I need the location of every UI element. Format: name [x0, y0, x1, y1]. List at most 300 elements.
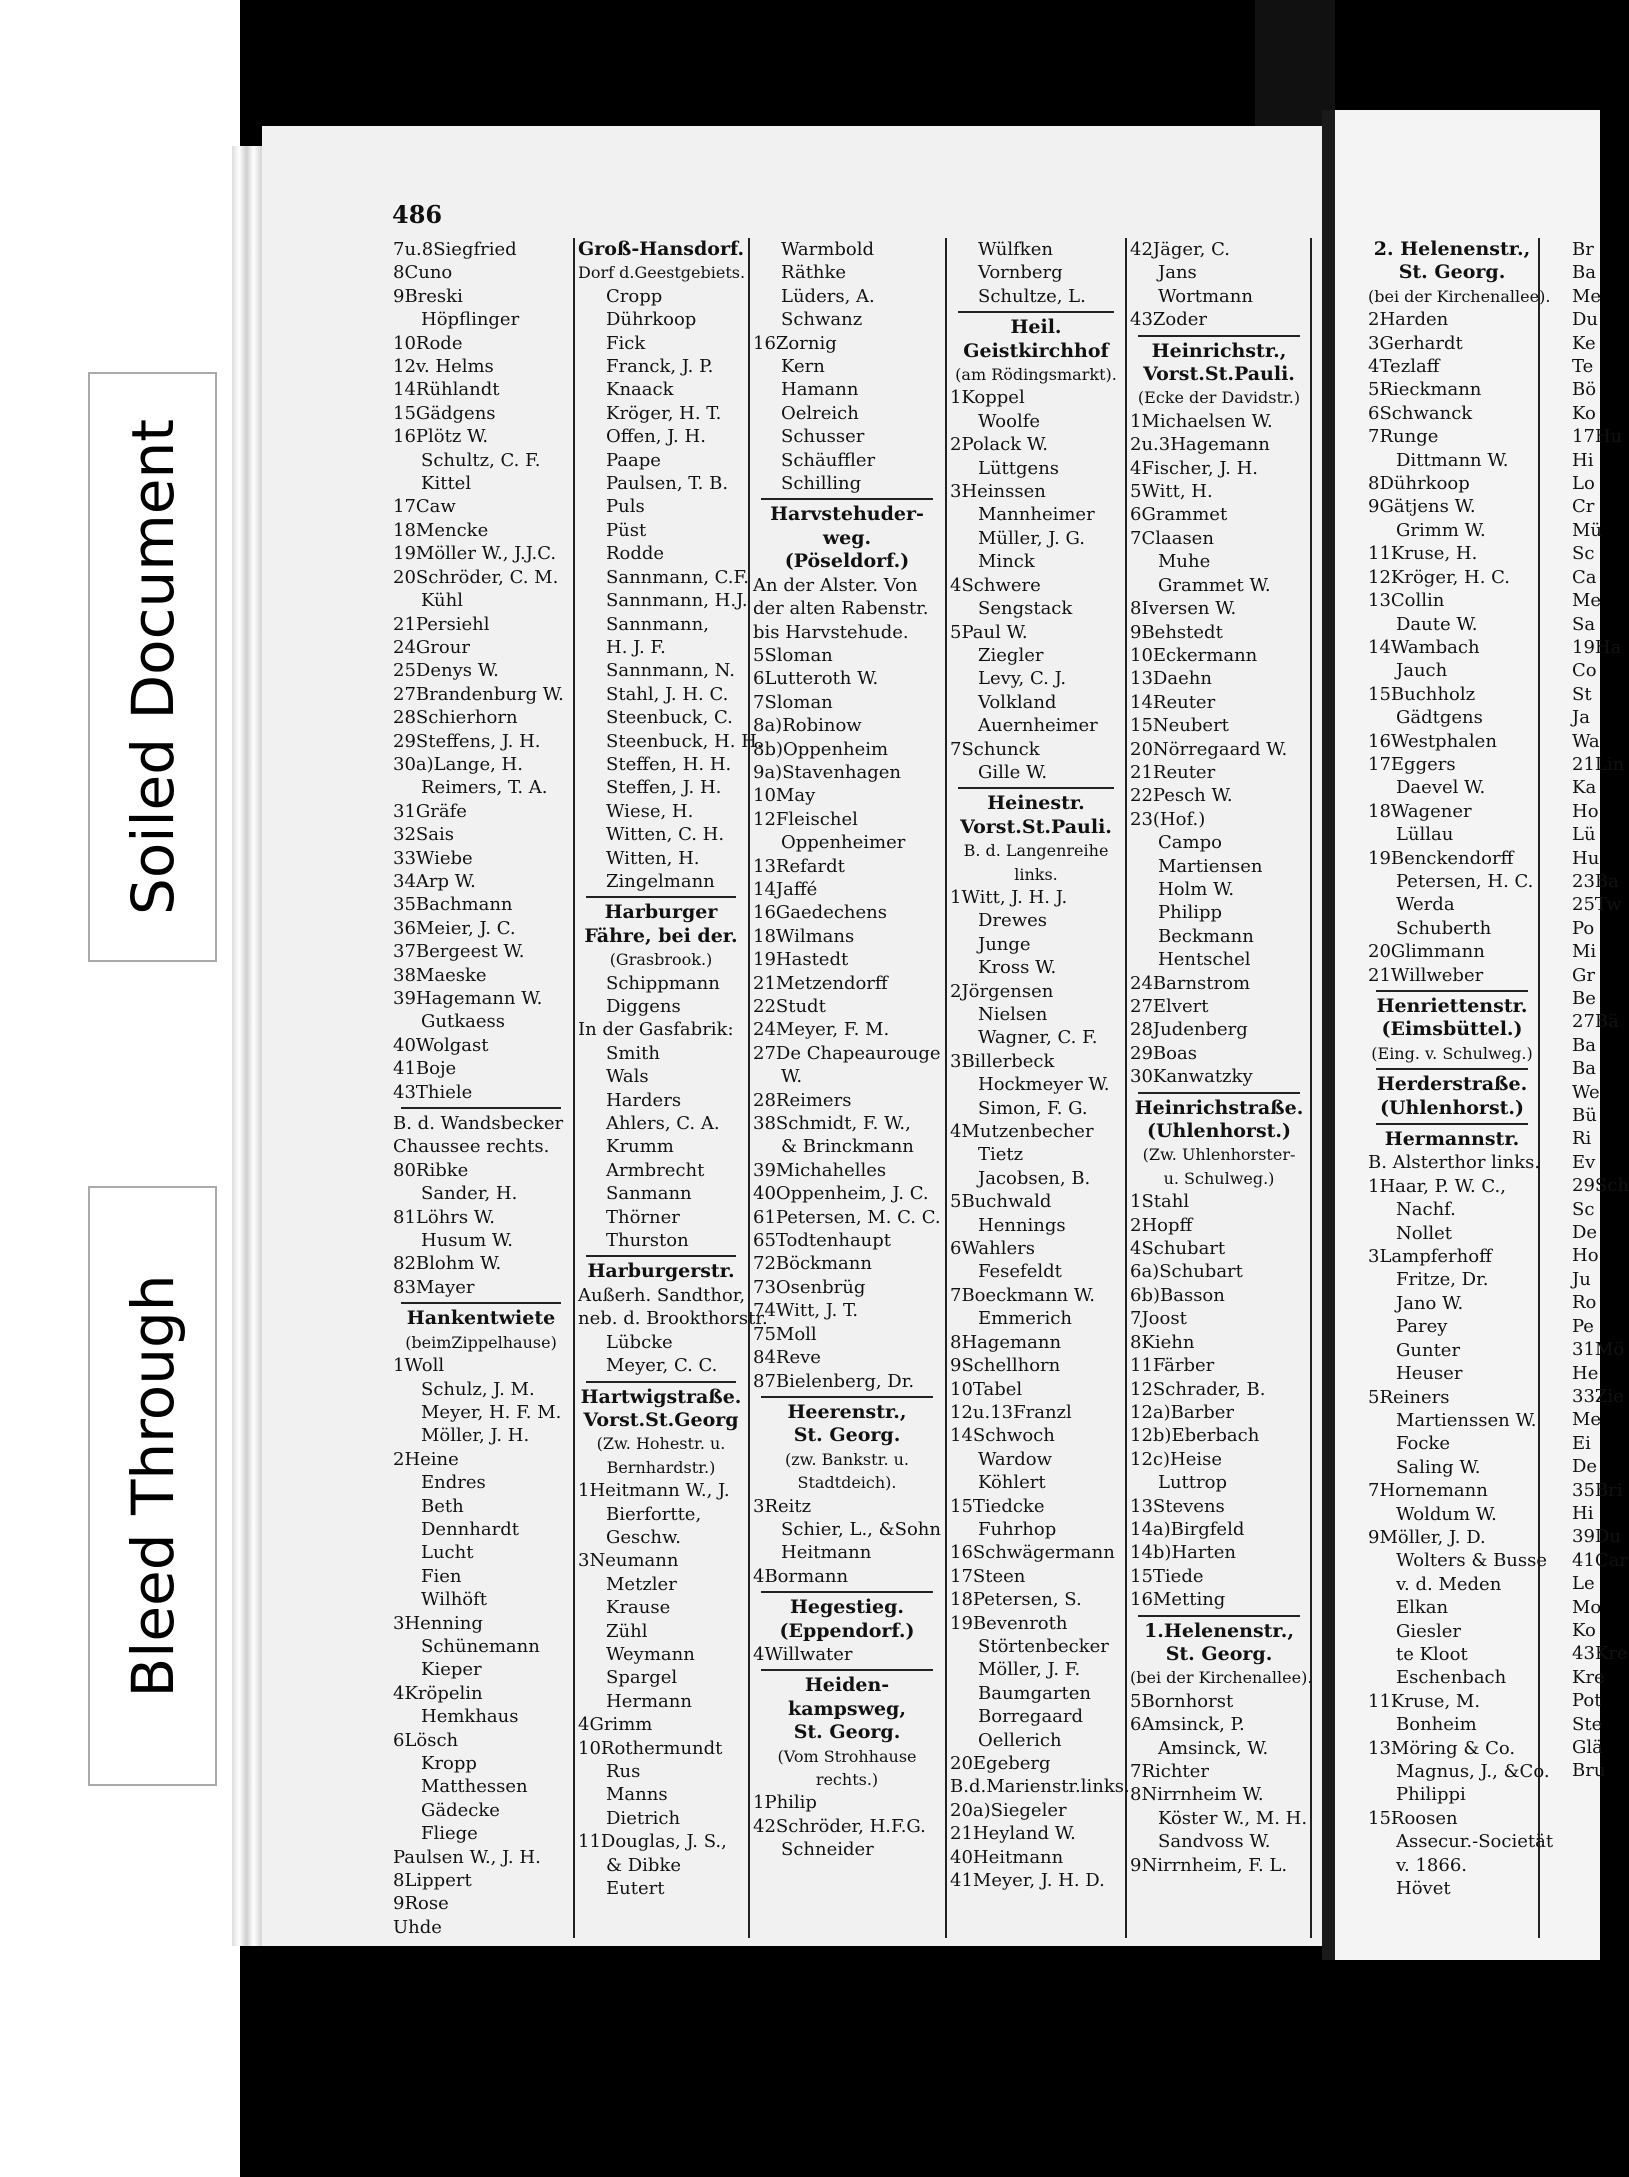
directory-entry: Witten, C. H.	[606, 824, 725, 846]
directory-entry: Smith	[606, 1042, 660, 1064]
directory-entry: 10Rode	[393, 332, 463, 354]
directory-entry: Nachf.	[1396, 1199, 1456, 1221]
directory-entry: Gädtgens	[1396, 707, 1483, 729]
street-heading: Heil.	[1010, 316, 1062, 339]
directory-entry: v. 1866.	[1396, 1854, 1468, 1876]
directory-entry: 2Polack W.	[950, 434, 1048, 456]
directory-entry: Lo	[1572, 473, 1595, 495]
directory-entry: Wortmann	[1158, 285, 1253, 307]
directory-entry: Pe	[1572, 1315, 1594, 1337]
directory-entry: Bernhardstr.)	[606, 1457, 716, 1477]
directory-entry: 27De Chapeaurouge	[753, 1042, 941, 1064]
directory-entry: Heuser	[1396, 1363, 1463, 1385]
directory-entry: Oppenheimer	[781, 832, 906, 854]
directory-entry: Wiese, H.	[606, 800, 694, 822]
directory-entry: 11Färber	[1130, 1355, 1215, 1377]
directory-entry: Ahlers, C. A.	[606, 1113, 720, 1135]
section-rule	[586, 1255, 736, 1257]
directory-entry: Kittel	[421, 473, 472, 495]
directory-entry: Wals	[606, 1066, 649, 1088]
directory-entry: (Eing. v. Schulweg.)	[1371, 1043, 1533, 1063]
directory-entry: Holm W.	[1158, 878, 1235, 900]
directory-entry: Minck	[978, 551, 1035, 573]
directory-entry: 14a)Birgfeld	[1130, 1518, 1245, 1540]
bleed-through-label-text: Bleed Through	[118, 1274, 187, 1698]
directory-entry: 17Eggers	[1368, 753, 1456, 775]
section-rule	[761, 1591, 933, 1593]
directory-entry: Oellerich	[978, 1729, 1062, 1751]
directory-entry: Steenbuck, C.	[606, 707, 733, 729]
directory-entry: Steenbuck, H. H.	[606, 730, 763, 752]
directory-entry: 8Cuno	[393, 262, 453, 284]
directory-entry: 14b)Harten	[1130, 1542, 1236, 1564]
directory-entry: 74Witt, J. T.	[753, 1300, 859, 1322]
directory-entry: Fesefeldt	[978, 1261, 1062, 1283]
directory-entry: Stadtdeich).	[797, 1473, 897, 1493]
directory-entry: 13Möring & Co.	[1368, 1737, 1516, 1759]
directory-entry: 5Rieckmann	[1368, 379, 1482, 401]
directory-entry: 4Schwere	[950, 574, 1041, 596]
directory-entry: Daute W.	[1396, 613, 1478, 635]
directory-entry: W.	[781, 1066, 803, 1088]
street-heading: 1.Helenenstr.,	[1144, 1619, 1294, 1642]
directory-entry: 40Wolgast	[393, 1034, 489, 1056]
directory-entry: Ba	[1572, 1058, 1596, 1080]
directory-entry: 41Car	[1572, 1549, 1629, 1571]
directory-entry: Jauch	[1396, 660, 1448, 682]
column-divider	[1538, 238, 1540, 1938]
directory-entry: Wa	[1572, 730, 1600, 752]
directory-entry: Hennings	[978, 1214, 1066, 1236]
directory-entry: 43Thiele	[393, 1081, 473, 1103]
directory-entry: Bonheim	[1396, 1714, 1477, 1736]
directory-entry: 11Kruse, M.	[1368, 1690, 1481, 1712]
directory-entry: Amsinck, W.	[1158, 1737, 1269, 1759]
page-number: 486	[392, 200, 443, 229]
directory-entry: te Kloot	[1396, 1643, 1468, 1665]
directory-entry: Gr	[1572, 964, 1595, 986]
directory-entry: Höpflinger	[421, 309, 520, 331]
directory-entry: Möller, J. H.	[421, 1425, 530, 1447]
directory-entry: 24Meyer, F. M.	[753, 1019, 890, 1041]
directory-entry: Dittmann W.	[1396, 449, 1509, 471]
directory-entry: Spargel	[606, 1667, 678, 1689]
directory-entry: 16Zornig	[753, 332, 837, 354]
directory-entry: 8Nirrnheim W.	[1130, 1784, 1264, 1806]
directory-entry: B.d.Marienstr.links.	[950, 1776, 1130, 1798]
directory-entry: Schünemann	[421, 1635, 540, 1657]
directory-entry: Hentschel	[1158, 949, 1251, 971]
directory-entry: Levy, C. J.	[978, 668, 1067, 690]
directory-entry: Uhde	[393, 1916, 442, 1938]
column-divider	[573, 238, 575, 1938]
directory-entry: Nielsen	[978, 1004, 1048, 1025]
directory-entry: 5Sloman	[753, 644, 833, 666]
street-heading: Henriettenstr.	[1376, 995, 1528, 1017]
directory-entry: 16Plötz W.	[393, 426, 489, 448]
directory-entry: Paape	[606, 449, 661, 471]
section-rule	[1376, 1068, 1528, 1070]
directory-entry: Co	[1572, 660, 1597, 682]
directory-entry: Ko	[1572, 1619, 1596, 1641]
directory-entry: 7Joost	[1130, 1308, 1187, 1330]
directory-entry: 12c)Heise	[1130, 1448, 1223, 1470]
directory-entry: 10Eckermann	[1130, 644, 1258, 666]
directory-entry: Harders	[606, 1089, 682, 1111]
street-heading: kampsweg,	[788, 1697, 906, 1720]
directory-entry: Fliege	[421, 1823, 478, 1845]
directory-entry: Giesler	[1396, 1620, 1462, 1642]
directory-entry: 3Reitz	[753, 1495, 812, 1517]
directory-entry: Baumgarten	[978, 1682, 1091, 1704]
directory-entry: Dührkoop	[606, 309, 697, 331]
street-heading: Vorst.St.Pauli.	[1143, 363, 1295, 386]
soiled-document-label-text: Soiled Document	[118, 419, 187, 915]
directory-entry: & Dibke	[606, 1854, 682, 1876]
street-heading: St. Georg.	[1398, 261, 1506, 284]
directory-entry: Ziegler	[978, 644, 1044, 666]
directory-entry: Knaack	[606, 379, 674, 401]
directory-entry: B. d. Langenreihe	[963, 841, 1109, 861]
directory-entry: 25Tw	[1572, 894, 1622, 916]
directory-entry: Räthke	[781, 262, 847, 284]
directory-entry: Sannmann, H.J.	[606, 590, 748, 612]
directory-entry: 31Gräfe	[393, 800, 467, 822]
directory-entry: 84Reve	[753, 1347, 821, 1369]
section-rule	[958, 787, 1114, 789]
directory-entry: 16Gaedechens	[753, 902, 887, 924]
directory-entry: 33Zie	[1572, 1385, 1624, 1407]
directory-entry: Ju	[1572, 1268, 1591, 1290]
directory-entry: 40Oppenheim, J. C.	[753, 1183, 929, 1205]
directory-entry: Me	[1572, 285, 1602, 307]
directory-entry: 3Gerhardt	[1368, 332, 1463, 354]
directory-entry: Schäuffler	[781, 449, 876, 471]
directory-entry: Störtenbecker	[978, 1635, 1109, 1657]
directory-entry: Eschenbach	[1396, 1667, 1507, 1689]
directory-entry: B. Alsterthor links.	[1368, 1152, 1541, 1174]
directory-entry: Sa	[1572, 613, 1596, 635]
directory-entry: 24Grour	[393, 636, 470, 658]
directory-entry: 75Moll	[753, 1323, 817, 1345]
directory-entry: Ka	[1572, 777, 1597, 799]
directory-entry: 6Schwanck	[1368, 402, 1473, 424]
directory-entry: Püst	[606, 519, 647, 541]
directory-entry: 12a)Barber	[1130, 1401, 1235, 1423]
directory-entry: Hemkhaus	[421, 1706, 519, 1728]
directory-entry: Schultz, C. F.	[421, 449, 541, 471]
directory-entry: 11Douglas, J. S.,	[578, 1831, 727, 1853]
directory-entry: 4Bormann	[753, 1565, 849, 1587]
directory-entry: Oelreich	[781, 402, 859, 424]
directory-entry: 2u.3Hagemann	[1130, 434, 1270, 456]
directory-entry: Witten, H.	[606, 847, 700, 869]
directory-entry: Br	[1572, 239, 1594, 260]
directory-entry: 5Buchwald	[950, 1191, 1052, 1213]
directory-entry: Manns	[606, 1784, 668, 1806]
directory-entry: Focke	[1396, 1433, 1450, 1455]
directory-entry: Schwanz	[781, 309, 863, 331]
directory-entry: 9Breski	[393, 285, 463, 307]
directory-entry: 15Gädgens	[393, 402, 496, 424]
directory-entry: 8Lippert	[393, 1870, 472, 1892]
directory-entry: bis Harvstehude.	[753, 621, 909, 643]
directory-entry: Assecur.-Societät	[1396, 1831, 1554, 1853]
directory-entry: 22Pesch W.	[1130, 785, 1233, 807]
directory-column-1	[393, 238, 569, 1939]
directory-entry: Schier, L., &Sohn	[781, 1518, 941, 1540]
directory-entry: 1Koppel	[950, 387, 1025, 409]
directory-entry: 30Kanwatzky	[1130, 1066, 1253, 1088]
directory-entry: Wardow	[978, 1448, 1053, 1470]
directory-entry: Husum W.	[421, 1230, 513, 1252]
directory-entry: 7Sloman	[753, 691, 833, 713]
directory-entry: Ke	[1572, 332, 1596, 354]
directory-entry: H. J. F.	[606, 636, 666, 658]
directory-entry: Mi	[1572, 941, 1597, 963]
directory-entry: 22Studt	[753, 996, 826, 1017]
street-heading: Hankentwiete	[406, 1307, 556, 1330]
directory-entry: Bierfortte,	[606, 1503, 702, 1525]
directory-entry: Köster W., M. H.	[1158, 1807, 1308, 1829]
directory-entry: Dorf d.Geestgebiets.	[578, 263, 746, 283]
directory-column-4	[950, 238, 1130, 1892]
directory-entry: 27Brandenburg W.	[393, 683, 564, 705]
directory-entry: 81Löhrs W.	[393, 1206, 495, 1228]
directory-entry: Stahl, J. H. C.	[606, 683, 729, 705]
directory-entry: Sanmann	[606, 1183, 692, 1205]
directory-entry: Lü	[1572, 824, 1596, 846]
directory-entry: 17Steen	[950, 1565, 1026, 1587]
directory-entry: Heitmann	[781, 1542, 872, 1564]
directory-entry: 10Tabel	[950, 1378, 1023, 1400]
column-divider	[945, 238, 947, 1938]
street-heading: Heiden-	[804, 1674, 890, 1697]
directory-entry: Bü	[1572, 1105, 1597, 1127]
directory-entry: 1Michaelsen W.	[1130, 410, 1273, 432]
directory-entry: Cropp	[606, 285, 663, 307]
directory-entry: 9Behstedt	[1130, 621, 1223, 643]
directory-entry: 7Hornemann	[1368, 1480, 1488, 1502]
directory-column-6	[1368, 238, 1554, 1900]
directory-entry: Petersen, H. C.	[1396, 870, 1534, 892]
directory-entry: 31Mö	[1572, 1339, 1625, 1361]
directory-entry: 8a)Robinow	[753, 715, 862, 737]
directory-entry: 17Caw	[393, 496, 456, 518]
directory-entry: 27Elvert	[1130, 996, 1209, 1017]
directory-entry: 6a)Schubart	[1130, 1261, 1243, 1283]
directory-entry: 15Tiede	[1130, 1565, 1204, 1587]
directory-entry: 1Stahl	[1130, 1191, 1190, 1213]
scan-background	[0, 0, 240, 2177]
directory-entry: Offen, J. H.	[606, 426, 706, 448]
directory-entry: Ste	[1572, 1713, 1603, 1735]
directory-entry: (Ecke der Davidstr.)	[1137, 388, 1301, 408]
directory-entry: 41Meyer, J. H. D.	[950, 1870, 1105, 1892]
directory-entry: Matthessen	[421, 1776, 528, 1798]
directory-entry: 38Maeske	[393, 964, 487, 986]
directory-entry: Philipp	[1158, 902, 1223, 924]
directory-entry: 6Lutteroth W.	[753, 668, 879, 690]
directory-entry: Paulsen W., J. H.	[393, 1846, 541, 1868]
directory-entry: 21Heyland W.	[950, 1823, 1076, 1845]
street-heading: Harvstehuder-	[770, 503, 924, 526]
directory-entry: 10Rothermundt	[578, 1737, 723, 1759]
directory-entry: 12Kröger, H. C.	[1368, 566, 1511, 588]
directory-entry: Wolters & Busse	[1396, 1550, 1548, 1572]
directory-entry: Woolfe	[978, 410, 1041, 432]
directory-entry: 1Witt, J. H. J.	[950, 886, 1068, 908]
directory-entry: Me	[1572, 590, 1602, 612]
directory-entry: 14Schwoch	[950, 1425, 1055, 1447]
directory-entry: Woldum W.	[1396, 1503, 1497, 1525]
directory-entry: (beimZippelhause)	[405, 1332, 557, 1352]
directory-entry: Dennhardt	[421, 1518, 519, 1540]
section-rule	[401, 1302, 561, 1304]
directory-entry: Gädecke	[421, 1799, 500, 1821]
directory-entry: 4Grimm	[578, 1714, 653, 1736]
directory-entry: 28Reimers	[753, 1089, 852, 1111]
directory-entry: 13Collin	[1368, 590, 1445, 612]
directory-entry: 12Schrader, B.	[1130, 1378, 1266, 1400]
directory-entry: 1Heitmann W., J.	[578, 1480, 730, 1502]
directory-entry: Köhlert	[978, 1472, 1046, 1494]
directory-entry: 20Nörregaard W.	[1130, 738, 1288, 760]
directory-entry: 80Ribke	[393, 1159, 469, 1181]
directory-entry: 17Hu	[1572, 426, 1623, 448]
directory-entry: Zühl	[606, 1620, 648, 1642]
directory-entry: 42Jäger, C.	[1130, 239, 1230, 260]
directory-entry: Chaussee rechts.	[393, 1136, 550, 1158]
directory-entry: Hi	[1572, 1502, 1594, 1524]
directory-entry: Ba	[1572, 262, 1596, 284]
directory-entry: Parey	[1396, 1316, 1448, 1338]
directory-entry: Schulz, J. M.	[421, 1378, 535, 1400]
directory-entry: 19Benckendorff	[1368, 847, 1514, 869]
directory-entry: 19Möller W., J.J.C.	[393, 543, 557, 565]
street-heading: Harburger	[604, 901, 718, 924]
directory-entry: Zingelmann	[606, 870, 715, 892]
directory-entry: v. d. Meden	[1396, 1573, 1502, 1595]
facing-page-column	[1572, 238, 1629, 1783]
directory-entry: Volkland	[978, 691, 1057, 713]
directory-entry: (am Rödingsmarkt).	[955, 365, 1117, 385]
directory-entry: Meyer, H. F. M.	[421, 1401, 562, 1423]
directory-entry: 16Metting	[1130, 1589, 1226, 1611]
directory-entry: 3Neumann	[578, 1550, 679, 1572]
directory-entry: Pot	[1572, 1690, 1602, 1712]
directory-entry: Hu	[1572, 847, 1600, 869]
street-heading: (Eimsbüttel.)	[1381, 1018, 1523, 1041]
directory-entry: der alten Rabenstr.	[753, 598, 929, 620]
directory-entry: 18Wilmans	[753, 925, 855, 947]
directory-entry: 3Lampferhoff	[1368, 1246, 1492, 1268]
directory-entry: u. Schulweg.)	[1163, 1168, 1275, 1188]
directory-entry: Ro	[1572, 1292, 1597, 1314]
street-heading: (Eppendorf.)	[779, 1619, 915, 1642]
directory-column-3	[753, 238, 941, 1862]
directory-entry: Kropp	[421, 1753, 477, 1774]
street-heading: Heinrichstr.,	[1151, 339, 1287, 362]
directory-entry: De	[1572, 1222, 1598, 1244]
directory-entry: 21Willweber	[1368, 964, 1484, 986]
section-rule	[1138, 1615, 1300, 1617]
directory-entry: 18Mencke	[393, 519, 489, 541]
directory-entry: 43Kre	[1572, 1643, 1628, 1665]
directory-entry: Lüllau	[1396, 824, 1454, 846]
street-heading: Vorst.St.Georg	[583, 1408, 739, 1431]
directory-entry: 35Bri	[1572, 1479, 1623, 1501]
street-heading: Hermannstr.	[1384, 1128, 1520, 1151]
directory-entry: Ja	[1572, 707, 1590, 729]
directory-entry: Elkan	[1396, 1597, 1449, 1619]
directory-entry: Nollet	[1396, 1222, 1452, 1244]
street-heading: weg.	[822, 526, 872, 549]
directory-column-2	[578, 238, 768, 1900]
directory-entry: 4Schubart	[1130, 1238, 1226, 1260]
directory-entry: 14Wambach	[1368, 636, 1480, 658]
directory-entry: Thurston	[606, 1230, 689, 1252]
directory-entry: 29Steffens, J. H.	[393, 730, 541, 752]
directory-entry: 87Bielenberg, Dr.	[753, 1370, 915, 1392]
directory-entry: 9Gätjens W.	[1368, 496, 1476, 518]
directory-entry: Be	[1572, 988, 1596, 1009]
directory-entry: 1Philip	[753, 1792, 817, 1814]
directory-entry: Metzler	[606, 1573, 677, 1595]
directory-entry: 2Hopff	[1130, 1214, 1193, 1236]
directory-entry: Rus	[606, 1761, 641, 1782]
directory-entry: Vornberg	[978, 262, 1063, 284]
directory-entry: Krumm	[606, 1136, 674, 1158]
directory-entry: 12Fleischel	[753, 808, 858, 830]
directory-entry: B. d. Wandsbecker	[393, 1113, 564, 1135]
directory-entry: Grimm W.	[1396, 519, 1486, 541]
directory-entry: Weymann	[606, 1643, 695, 1665]
directory-entry: (bei der Kirchenallee).	[1130, 1668, 1313, 1688]
directory-entry: 15Neubert	[1130, 715, 1229, 737]
directory-entry: (bei der Kirchenallee).	[1368, 286, 1551, 306]
directory-entry: 33Wiebe	[393, 847, 473, 869]
directory-entry: Reimers, T. A.	[421, 777, 548, 799]
directory-entry: Drewes	[978, 910, 1047, 932]
directory-entry: Außerh. Sandthor,	[578, 1284, 746, 1306]
directory-entry: Du	[1572, 309, 1599, 331]
directory-entry: 21Persiehl	[393, 613, 490, 635]
directory-entry: Armbrecht	[606, 1159, 705, 1181]
directory-entry: Hockmeyer W.	[978, 1074, 1110, 1096]
directory-entry: (Zw. Uhlenhorster-	[1142, 1145, 1296, 1165]
directory-entry: 8Hagemann	[950, 1331, 1062, 1353]
directory-entry: 29Sch	[1572, 1175, 1629, 1197]
street-heading: St. Georg.	[793, 1721, 901, 1744]
directory-entry: Rodde	[606, 543, 665, 565]
directory-entry: Kröger, H. T.	[606, 402, 722, 424]
directory-entry: 13Stevens	[1130, 1495, 1225, 1517]
street-heading: Heinestr.	[987, 792, 1085, 815]
directory-entry: 10May	[753, 785, 816, 807]
street-heading: (Uhlenhorst.)	[1146, 1120, 1292, 1143]
book-spine	[1322, 110, 1336, 1960]
directory-entry: Wagner, C. F.	[978, 1027, 1098, 1049]
directory-entry: Warmbold	[781, 239, 874, 260]
directory-entry: 19Hastedt	[753, 949, 849, 971]
directory-entry: 7Richter	[1130, 1761, 1209, 1782]
street-heading: St. Georg.	[1165, 1642, 1273, 1665]
street-heading: 2. Helenenstr.,	[1373, 238, 1531, 260]
directory-entry: 8Iversen W.	[1130, 598, 1237, 620]
directory-entry: Werda	[1396, 894, 1455, 916]
directory-entry: Sannmann,	[606, 613, 709, 635]
